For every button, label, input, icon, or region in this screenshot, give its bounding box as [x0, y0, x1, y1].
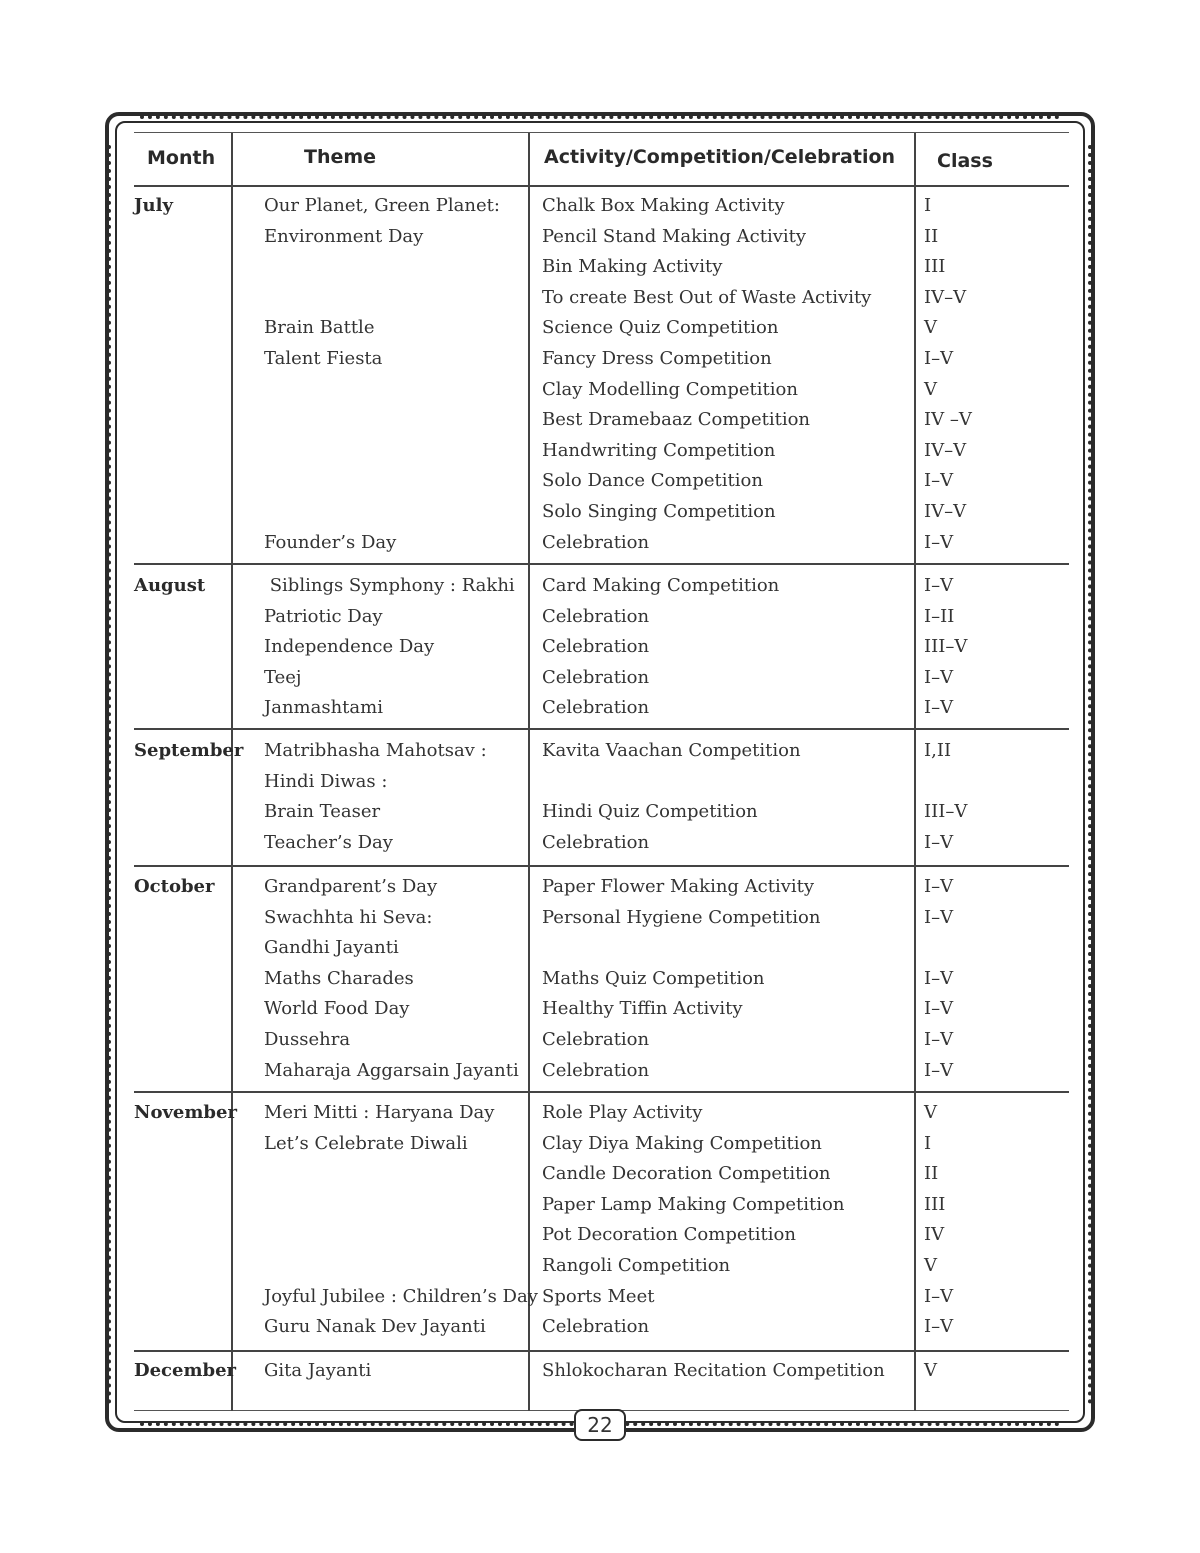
class-cell: III–V [924, 636, 968, 658]
class-cell: I–V [924, 906, 954, 928]
class-cell: I–V [924, 1059, 954, 1081]
class-cell: I–V [924, 666, 954, 688]
class-cell: IV–V [924, 439, 967, 461]
activity-cell: Celebration [542, 605, 650, 627]
class-cell: II [924, 1163, 939, 1185]
activity-cell: Handwriting Competition [542, 439, 776, 461]
activity-cell: Chalk Box Making Activity [542, 195, 785, 216]
activity-cell: Pencil Stand Making Activity [542, 225, 807, 247]
class-cell: I–V [924, 998, 954, 1020]
class-cell: IV–V [924, 286, 967, 308]
class-cell: I [924, 195, 932, 216]
theme-cell: Matribhasha Mahotsav : [264, 740, 487, 761]
activity-cell: Celebration [542, 831, 650, 853]
page-number: 22 [587, 1413, 613, 1437]
theme-cell: Patriotic Day [264, 605, 383, 627]
activity-cell: Kavita Vaachan Competition [542, 740, 801, 761]
activity-cell: Pot Decoration Competition [542, 1224, 796, 1246]
activity-cell: Celebration [542, 1029, 650, 1050]
header-class: Class [937, 150, 993, 172]
border-dots-right [1088, 145, 1092, 1405]
column-divider [528, 133, 530, 1411]
class-cell: IV [924, 1224, 945, 1246]
class-cell: V [924, 1102, 937, 1123]
class-cell: V [924, 1360, 937, 1381]
activity-cell: To create Best Out of Waste Activity [542, 286, 872, 308]
section-divider [134, 563, 1069, 565]
section-divider [134, 1091, 1069, 1093]
activity-cell: Celebration [542, 666, 650, 688]
activity-cell: Maths Quiz Competition [542, 967, 765, 989]
month-label-december: December [134, 1360, 237, 1381]
theme-cell: Brain Teaser [264, 801, 381, 823]
activity-cell: Paper Lamp Making Competition [542, 1193, 845, 1215]
activity-cell: Paper Flower Making Activity [542, 876, 815, 897]
activity-cell: Celebration [542, 1316, 650, 1338]
activity-cell: Clay Modelling Competition [542, 378, 798, 400]
theme-cell: Talent Fiesta [264, 348, 383, 369]
theme-cell: Maharaja Aggarsain Jayanti [264, 1059, 519, 1081]
section-divider [134, 865, 1069, 867]
class-cell: I–V [924, 831, 954, 853]
section-divider [134, 1350, 1069, 1352]
class-cell: I–V [924, 876, 954, 897]
class-cell: III [924, 256, 946, 278]
theme-cell: Gita Jayanti [264, 1360, 372, 1381]
class-cell: I–II [924, 605, 955, 627]
class-cell: III [924, 1193, 946, 1215]
theme-cell: Teacher’s Day [264, 831, 393, 853]
month-label-october: October [134, 876, 215, 897]
column-divider [914, 133, 916, 1411]
activity-cell: Best Dramebaaz Competition [542, 409, 811, 431]
activity-cell: Sports Meet [542, 1285, 655, 1307]
activity-cell: Bin Making Activity [542, 256, 723, 278]
activity-cell: Candle Decoration Competition [542, 1163, 831, 1185]
month-label-september: September [134, 740, 244, 761]
theme-cell: Meri Mitti : Haryana Day [264, 1102, 495, 1123]
theme-cell: Environment Day [264, 225, 424, 247]
class-cell: III–V [924, 801, 968, 823]
header-theme: Theme [304, 146, 377, 168]
theme-cell: Janmashtami [264, 697, 383, 719]
border-dots-left [107, 145, 111, 1405]
activity-cell: Personal Hygiene Competition [542, 906, 821, 928]
section-divider [134, 728, 1069, 730]
theme-cell: Dussehra [264, 1029, 351, 1050]
class-cell: I [924, 1132, 932, 1154]
activity-cell: Celebration [542, 636, 650, 658]
theme-cell: Teej [264, 666, 302, 688]
theme-cell: Grandparent’s Day [264, 876, 438, 897]
month-label-july: July [134, 195, 173, 216]
theme-cell: Hindi Diwas : [264, 770, 388, 792]
class-cell: I–V [924, 531, 954, 553]
class-cell: IV–V [924, 501, 967, 522]
activity-cell: Celebration [542, 1059, 650, 1081]
theme-cell: Maths Charades [264, 967, 414, 989]
activity-cell: Rangoli Competition [542, 1255, 731, 1276]
class-cell: I–V [924, 1316, 954, 1338]
activity-cell: Celebration [542, 697, 650, 719]
activity-cell: Healthy Tiffin Activity [542, 998, 743, 1020]
activity-cell: Science Quiz Competition [542, 317, 779, 339]
class-cell: V [924, 317, 937, 339]
class-cell: I–V [924, 1285, 954, 1307]
theme-cell: Founder’s Day [264, 531, 397, 553]
class-cell: I–V [924, 470, 954, 492]
activity-cell: Celebration [542, 531, 650, 553]
header-month: Month [147, 147, 216, 169]
activity-cell: Clay Diya Making Competition [542, 1132, 822, 1154]
class-cell: I–V [924, 575, 954, 596]
header-activity: Activity/Competition/Celebration [544, 146, 896, 168]
class-cell: I–V [924, 967, 954, 989]
class-cell: V [924, 1255, 937, 1276]
table-top-rule [134, 132, 1069, 133]
activity-cell: Fancy Dress Competition [542, 348, 772, 369]
header-rule [134, 185, 1069, 187]
theme-cell: Joyful Jubilee : Children’s Day [264, 1285, 538, 1307]
activity-cell: Hindi Quiz Competition [542, 801, 758, 823]
class-cell: IV –V [924, 409, 972, 431]
column-divider [231, 133, 233, 1411]
theme-cell: Our Planet, Green Planet: [264, 195, 500, 216]
activity-cell: Role Play Activity [542, 1102, 703, 1123]
month-label-august: August [134, 575, 206, 596]
class-cell: I–V [924, 1029, 954, 1050]
month-label-november: November [134, 1102, 237, 1123]
border-dots-top [140, 115, 1060, 119]
theme-cell: Brain Battle [264, 317, 375, 339]
theme-cell: Siblings Symphony : Rakhi [264, 575, 515, 596]
theme-cell: Guru Nanak Dev Jayanti [264, 1316, 486, 1338]
activity-cell: Solo Dance Competition [542, 470, 763, 492]
activity-cell: Solo Singing Competition [542, 501, 776, 522]
class-cell: I–V [924, 348, 954, 369]
theme-cell: World Food Day [264, 998, 410, 1020]
theme-cell: Let’s Celebrate Diwali [264, 1132, 468, 1154]
activity-cell: Shlokocharan Recitation Competition [542, 1360, 885, 1381]
class-cell: I–V [924, 697, 954, 719]
class-cell: V [924, 378, 937, 400]
activity-cell: Card Making Competition [542, 575, 780, 596]
theme-cell: Swachhta hi Seva: [264, 906, 433, 928]
class-cell: II [924, 225, 939, 247]
theme-cell: Independence Day [264, 636, 435, 658]
theme-cell: Gandhi Jayanti [264, 937, 399, 959]
class-cell: I,II [924, 740, 952, 761]
